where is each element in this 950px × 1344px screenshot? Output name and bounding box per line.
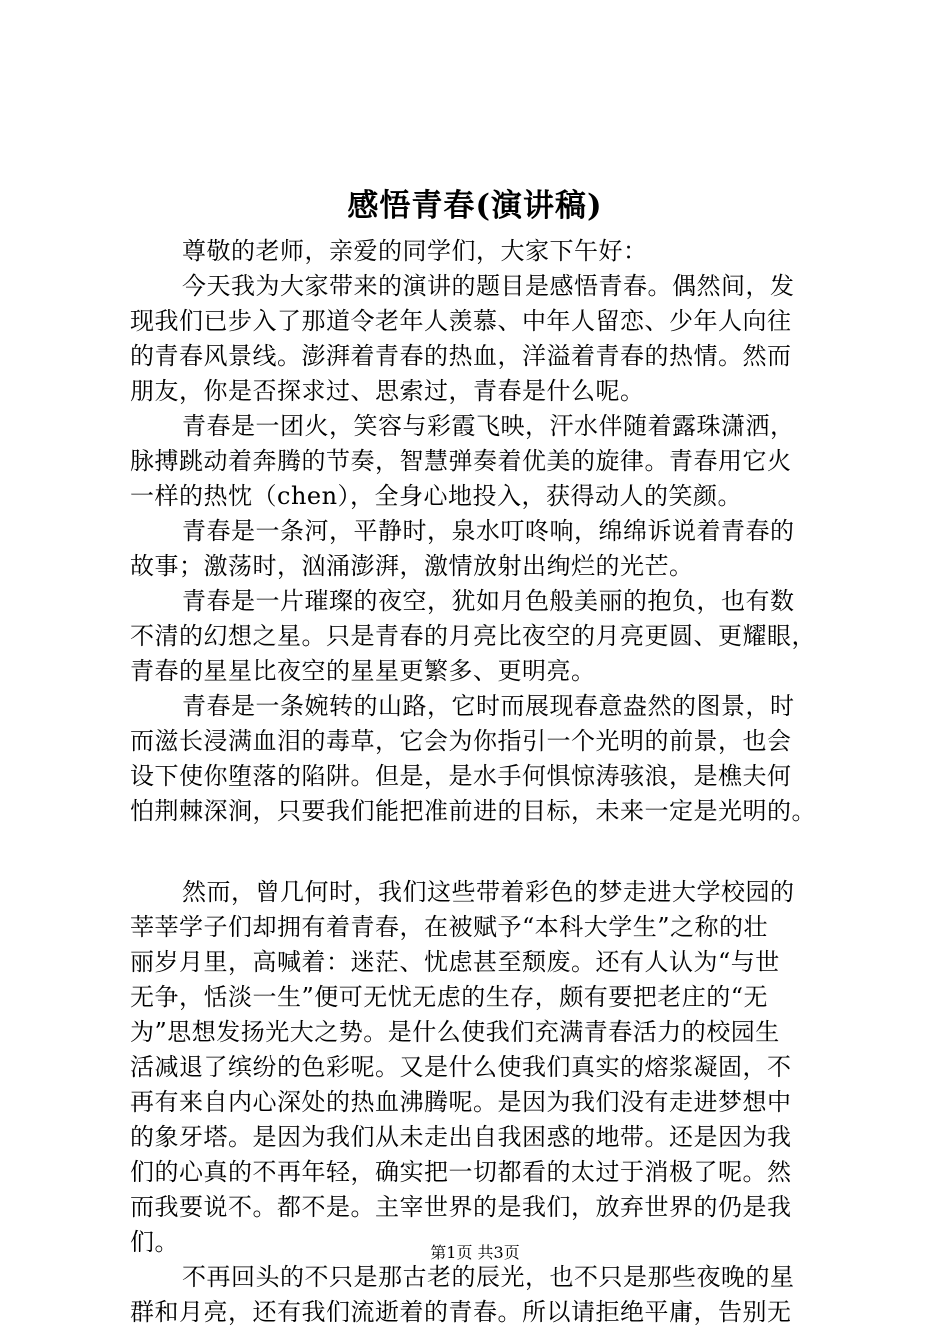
text-line: 的象牙塔。是因为我们从未走出自我困惑的地带。还是因为我 xyxy=(130,1123,792,1151)
text-line: 青春是一条婉转的山路，它时而展现春意盎然的图景，时 xyxy=(182,692,795,720)
text-line: 不清的幻想之星。只是青春的月亮比夜空的月亮更圆、更耀眼， xyxy=(130,622,816,650)
text-line: 而滋长浸满血泪的毒草，它会为你指引一个光明的前景，也会 xyxy=(130,727,792,755)
page-footer: 第1页 共3页 xyxy=(430,1243,520,1262)
text-line: 现我们已步入了那道令老年人羡慕、中年人留恋、少年人向往 xyxy=(130,307,792,335)
text-line: 而我要说不。都不是。主宰世界的是我们，放弃世界的仍是我 xyxy=(130,1193,792,1221)
text-line: 青春是一团火，笑容与彩霞飞映，汗水伴随着露珠潇洒， xyxy=(182,412,795,440)
text-line: 设下使你堕落的陷阱。但是，是水手何惧惊涛骇浪，是樵夫何 xyxy=(130,762,792,790)
text-line: 今天我为大家带来的演讲的题目是感悟青春。偶然间，发 xyxy=(182,272,795,300)
text-line: 无争，恬淡一生”便可无忧无虑的生存，颇有要把老庄的“无 xyxy=(130,983,769,1011)
text-line: 一样的热忱（chen），全身心地投入，获得动人的笑颜。 xyxy=(130,482,743,510)
text-line: 群和月亮，还有我们流逝着的青春。所以请拒绝平庸，告别无 xyxy=(130,1298,792,1326)
text-line: 脉搏跳动着奔腾的节奏，智慧弹奏着优美的旋律。青春用它火 xyxy=(130,447,792,475)
text-line: 怕荆棘深涧，只要我们能把准前进的目标，未来一定是光明的。 xyxy=(130,797,816,825)
text-line: 的青春风景线。澎湃着青春的热血，洋溢着青春的热情。然而 xyxy=(130,342,792,370)
text-line: 故事；激荡时，汹涌澎湃，激情放射出绚烂的光芒。 xyxy=(130,552,694,580)
text-line: 们。 xyxy=(130,1228,179,1256)
text-line: 丽岁月里，高喊着：迷茫、忧虑甚至颓废。还有人认为“与世 xyxy=(130,948,780,976)
text-line: 朋友，你是否探求过、思索过，青春是什么呢。 xyxy=(130,377,645,405)
text-line: 然而，曾几何时，我们这些带着彩色的梦走进大学校园的 xyxy=(182,878,795,906)
text-line: 尊敬的老师，亲爱的同学们，大家下午好： xyxy=(182,237,648,265)
document-body xyxy=(130,234,830,1330)
text-line: 青春是一片璀璨的夜空，犹如月色般美丽的抱负，也有数 xyxy=(182,587,795,615)
text-line: 青春是一条河，平静时，泉水叮咚响，绵绵诉说着青春的 xyxy=(182,517,795,545)
text-line: 不再回头的不只是那古老的辰光，也不只是那些夜晚的星 xyxy=(182,1263,795,1291)
document-title: 感悟青春(演讲稿) xyxy=(347,188,603,224)
text-line: 莘莘学子们却拥有着青春，在被赋予“本科大学生”之称的壮 xyxy=(130,913,769,941)
text-line: 为”思想发扬光大之势。是什么使我们充满青春活力的校园生 xyxy=(130,1018,780,1046)
text-line: 活减退了缤纷的色彩呢。又是什么使我们真实的熔浆凝固，不 xyxy=(130,1053,792,1081)
text-line: 青春的星星比夜空的星星更繁多、更明亮。 xyxy=(130,657,596,685)
text-line: 们的心真的不再年轻，确实把一切都看的太过于消极了呢。然 xyxy=(130,1158,792,1186)
blank-line xyxy=(130,829,830,875)
text-line: 再有来自内心深处的热血沸腾呢。是因为我们没有走进梦想中 xyxy=(130,1088,792,1116)
